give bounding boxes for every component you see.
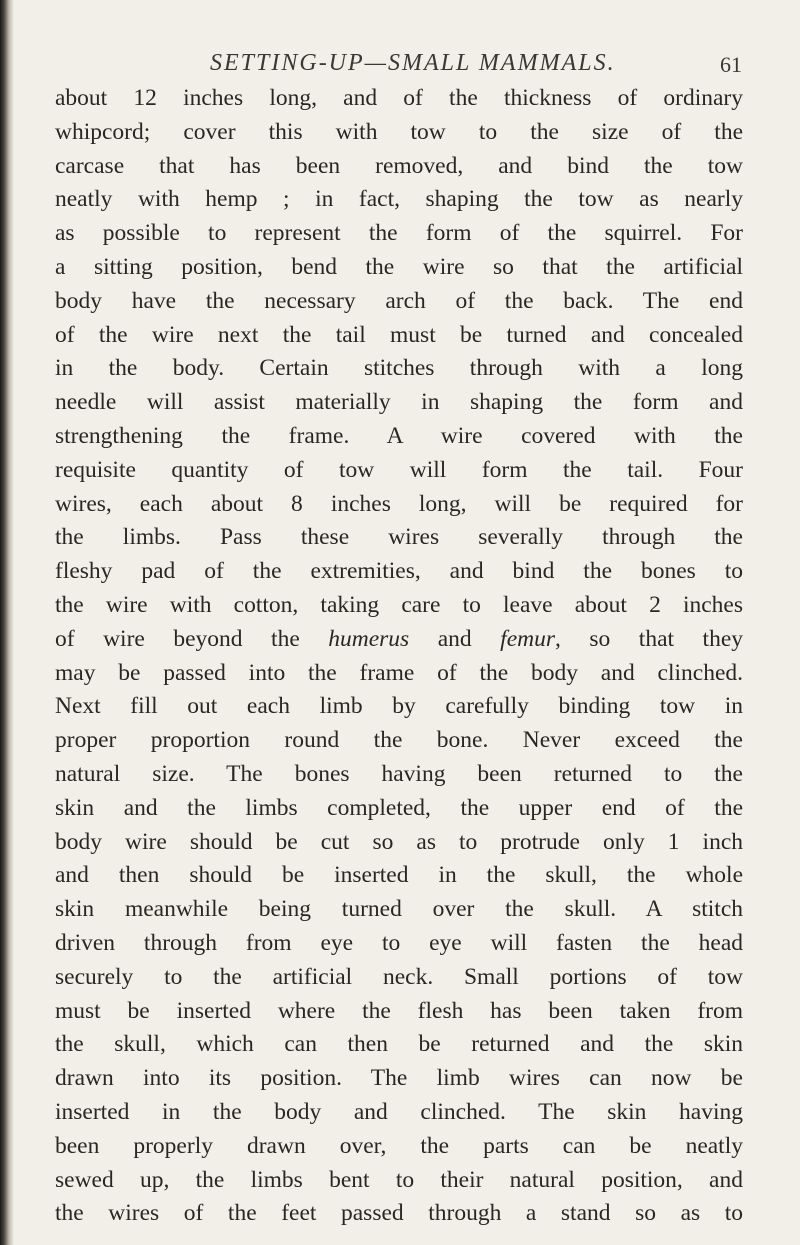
text-line: been properly drawn over, the parts can be neatly <box>55 1132 743 1159</box>
text-line: inserted in the body and clinched. The skin having <box>55 1098 743 1125</box>
text-line: may be passed into the frame of the body and clinched. <box>55 659 743 686</box>
text-line: strengthening the frame. A wire covered with the <box>55 422 743 449</box>
text-line: skin and the limbs completed, the upper end of the <box>55 794 743 821</box>
text-line: about 12 inches long, and of the thickness of ordinary <box>55 85 743 111</box>
text-line: body have the necessary arch of the back. The end <box>55 287 743 314</box>
running-title: SETTING-UP—SMALL MAMMALS. <box>210 50 616 76</box>
text-line: the limbs. Pass these wires severally through the <box>55 524 743 551</box>
text-line: driven through from eye to eye will fasten the head <box>55 929 743 956</box>
running-head <box>50 50 742 84</box>
text-fragment: of wire beyond the <box>55 625 329 652</box>
text-line: skin meanwhile being turned over the skull. A stitch <box>55 896 743 923</box>
text-line-with-italics <box>55 623 743 657</box>
text-line: the skull, which can then be returned and the skin <box>55 1031 743 1058</box>
text-line: proper proportion round the bone. Never exceed the <box>55 727 743 754</box>
text-line: neatly with hemp ; in fact, shaping the tow as nearly <box>55 186 743 213</box>
text-line: needle will assist materially in shaping the form and <box>55 389 743 416</box>
text-line: natural size. The bones having been returned to the <box>55 760 743 787</box>
text-line: drawn into its position. The limb wires can now be <box>55 1065 743 1092</box>
text-line: of the wire next the tail must be turned and concealed <box>55 321 743 348</box>
text-line: as possible to represent the form of the squirrel. For <box>55 220 743 247</box>
text-line: sewed up, the limbs bent to their natural position, and <box>55 1166 743 1193</box>
text-line: Next fill out each limb by carefully binding tow in <box>55 693 743 720</box>
text-line: fleshy pad of the extremities, and bind the bones to <box>55 558 743 585</box>
text-line: body wire should be cut so as to protrude only 1 inch <box>55 828 743 855</box>
page-number: 61 <box>720 52 742 77</box>
text-line: a sitting position, bend the wire so that the artificial <box>55 253 743 280</box>
text-line: in the body. Certain stitches through with a long <box>55 355 743 382</box>
body-text <box>55 82 743 1231</box>
text-line: the wires of the feet passed through a stand so as to <box>55 1200 743 1227</box>
text-fragment: and <box>409 625 501 652</box>
text-line: the wire with cotton, taking care to leave about 2 inches <box>55 591 743 618</box>
text-fragment: , so that they <box>555 625 743 652</box>
text-line: carcase that has been removed, and bind the tow <box>55 152 743 179</box>
text-line: securely to the artificial neck. Small portions of tow <box>55 963 743 990</box>
text-line: wires, each about 8 inches long, will be required for <box>55 490 743 517</box>
text-line: requisite quantity of tow will form the tail. Four <box>55 456 743 483</box>
italic-term-femur: femur <box>500 625 555 652</box>
text-line: whipcord; cover this with tow to the size of the <box>55 118 743 145</box>
text-line: must be inserted where the flesh has been taken from <box>55 997 743 1024</box>
italic-term-humerus: humerus <box>328 625 410 652</box>
text-line: and then should be inserted in the skull, the whole <box>55 862 743 889</box>
